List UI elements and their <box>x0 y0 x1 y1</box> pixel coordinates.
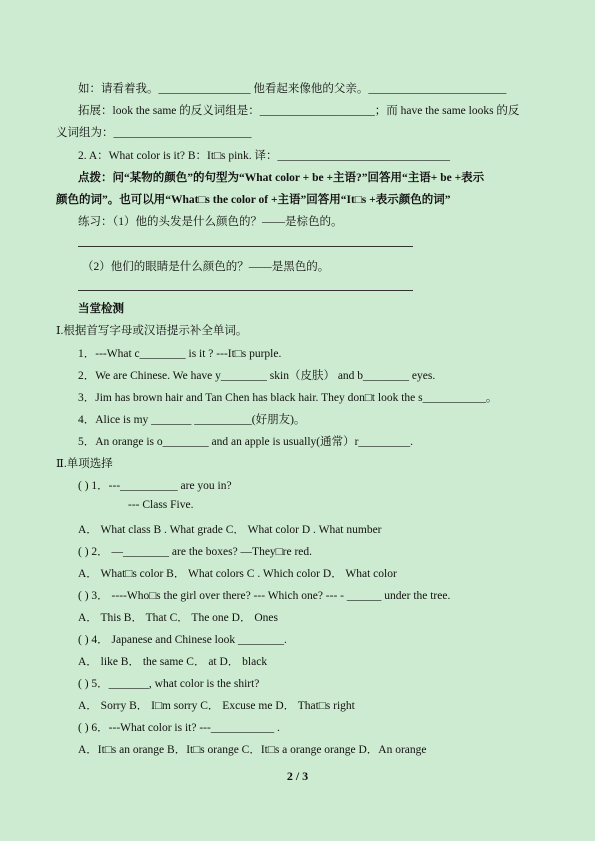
section-heading: 当堂检测 <box>78 303 124 315</box>
page-number: 2 / 3 <box>286 769 309 783</box>
mc-options-6: A．It□s an orange B．It□s orange C．It□s a orange orange D．An orange <box>78 744 427 756</box>
answer-rule-2 <box>78 290 413 291</box>
tip-line-cont: 颜色的词”。也可以用“What□s the color of +主语”回答用“It□s +表示颜色的词” <box>56 194 451 206</box>
mc-options-4: A． like B． the same C． at D． black <box>78 656 268 668</box>
fill-question-1: 1．---What c________ is it ? ---It□s purple. <box>78 348 282 360</box>
mc-question-6: ( ) 6．---What color is it? ---___________ . <box>78 722 280 734</box>
mc-question-4: ( ) 4． Japanese and Chinese look ________. <box>78 634 287 646</box>
mc-options-5: A． Sorry B． I□m sorry C． Excuse me D． That□s right <box>78 700 355 712</box>
mc-question-1: ( ) 1．---__________ are you in? <box>78 480 232 492</box>
example-line: 如：请看着我。________________ 他看起来像他的父亲。________________________ <box>78 83 507 95</box>
fill-question-3: 3．Jim has brown hair and Tan Chen has black hair. They don□t look the s___________。 <box>78 392 498 404</box>
fill-question-4: 4．Alice is my _______ __________(好朋友)。 <box>78 414 306 426</box>
fill-question-2: 2．We are Chinese. We have y________ skin（皮肤） and b________ eyes. <box>78 370 436 382</box>
mc-options-2: A． What□s color B． What colors C . Which color D． What color <box>78 568 397 580</box>
tip-line: 点拨：问“某物的颜色”的句型为“What color + be +主语?”回答用“主语+ be +表示 <box>78 172 485 184</box>
mc-question-5: ( ) 5．_______, what color is the shirt? <box>78 678 260 690</box>
dialogue-line: 2. A：What color is it? B：It□s pink. 译：______________________________ <box>78 150 451 162</box>
part2-title: Ⅱ.单项选择 <box>56 458 113 470</box>
mc-options-1: A． What class B . What grade C． What color D . What number <box>78 524 382 536</box>
mc-question-3: ( ) 3． ----Who□s the girl over there? --- Which one? --- - ______ under the tree. <box>78 590 451 602</box>
mc-options-3: A． This B． That C． The one D． Ones <box>78 612 278 624</box>
answer-rule-1 <box>78 246 413 247</box>
extension-line: 拓展：look the same 的反义词组是：____________________；而 have the same looks 的反 <box>78 105 520 117</box>
mc-question-1-answer: --- Class Five. <box>128 499 194 511</box>
part1-title: Ⅰ.根据首写字母或汉语提示补全单词。 <box>56 325 248 337</box>
practice-line-2: （2）他们的眼睛是什么颜色的？——是黑色的。 <box>82 261 330 273</box>
practice-line: 练习：（1）他的头发是什么颜色的？——是棕色的。 <box>78 216 343 228</box>
fill-question-5: 5．An orange is o________ and an apple is usually(通常）r_________. <box>78 436 414 448</box>
mc-question-2: ( ) 2． —________ are the boxes? —They□re red. <box>78 546 312 558</box>
extension-line-cont: 义词组为：________________________ <box>56 127 252 139</box>
